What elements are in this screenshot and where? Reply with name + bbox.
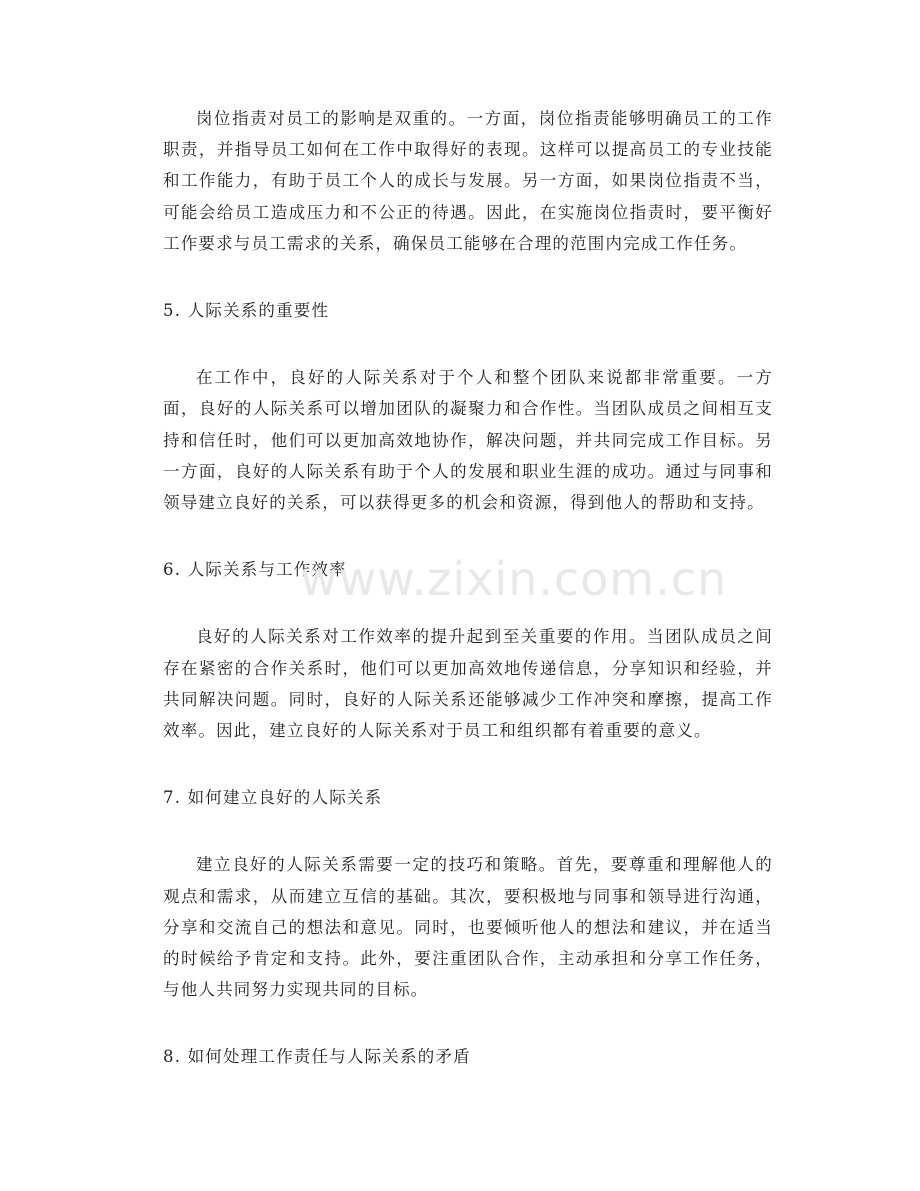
watermark: www.zixin.com.cn <box>300 552 728 606</box>
paragraph-relationship-efficiency: 良好的人际关系对工作效率的提升起到至关重要的作用。当团队成员之间存在紧密的合作关系时，他们可以更加高效地传递信息，分享知识和经验，并共同解决问题。同时，良好的人际关系还能够减少工作冲突和摩擦，提高工作效率。因此，建立良好的人际关系对于员工和组织都有着重要的意义。 <box>163 627 773 741</box>
paragraph-relationship-importance: 在工作中，良好的人际关系对于个人和整个团队来说都非常重要。一方面，良好的人际关系可以增加团队的凝聚力和合作性。当团队成员之间相互支持和信任时，他们可以更加高效地协作，解决问题，并共同完成工作目标。另一方面，良好的人际关系有助于个人的发展和职业生涯的成功。通过与同事和领导建立良好的关系，可以获得更多的机会和资源，得到他人的帮助和支持。 <box>163 368 773 513</box>
section-heading-6: 6. 人际关系与工作效率 <box>163 560 347 580</box>
paragraph-build-relationship: 建立良好的人际关系需要一定的技巧和策略。首先，要尊重和理解他人的观点和需求，从而建立互信的基础。其次，要积极地与同事和领导进行沟通，分享和交流自己的想法和意见。同时，也要倾听他人的想法和建议，并在适当的时候给予肯定和支持。此外，要注重团队合作，主动承担和分享工作任务，与他人共同努力实现共同的目标。 <box>163 855 773 1000</box>
section-heading-7: 7. 如何建立良好的人际关系 <box>163 788 383 808</box>
paragraph-job-duty-impact: 岗位指责对员工的影响是双重的。一方面，岗位指责能够明确员工的工作职责，并指导员工如何在工作中取得好的表现。这样可以提高员工的专业技能和工作能力，有助于员工个人的成长与发展。另一方面，如果岗位指责不当，可能会给员工造成压力和不公正的待遇。因此，在实施岗位指责时，要平衡好工作要求与员工需求的关系，确保员工能够在合理的范围内完成工作任务。 <box>163 109 773 253</box>
document-body <box>163 103 773 1109</box>
section-heading-5: 5. 人际关系的重要性 <box>163 301 330 321</box>
section-heading-8: 8. 如何处理工作责任与人际关系的矛盾 <box>163 1047 471 1067</box>
